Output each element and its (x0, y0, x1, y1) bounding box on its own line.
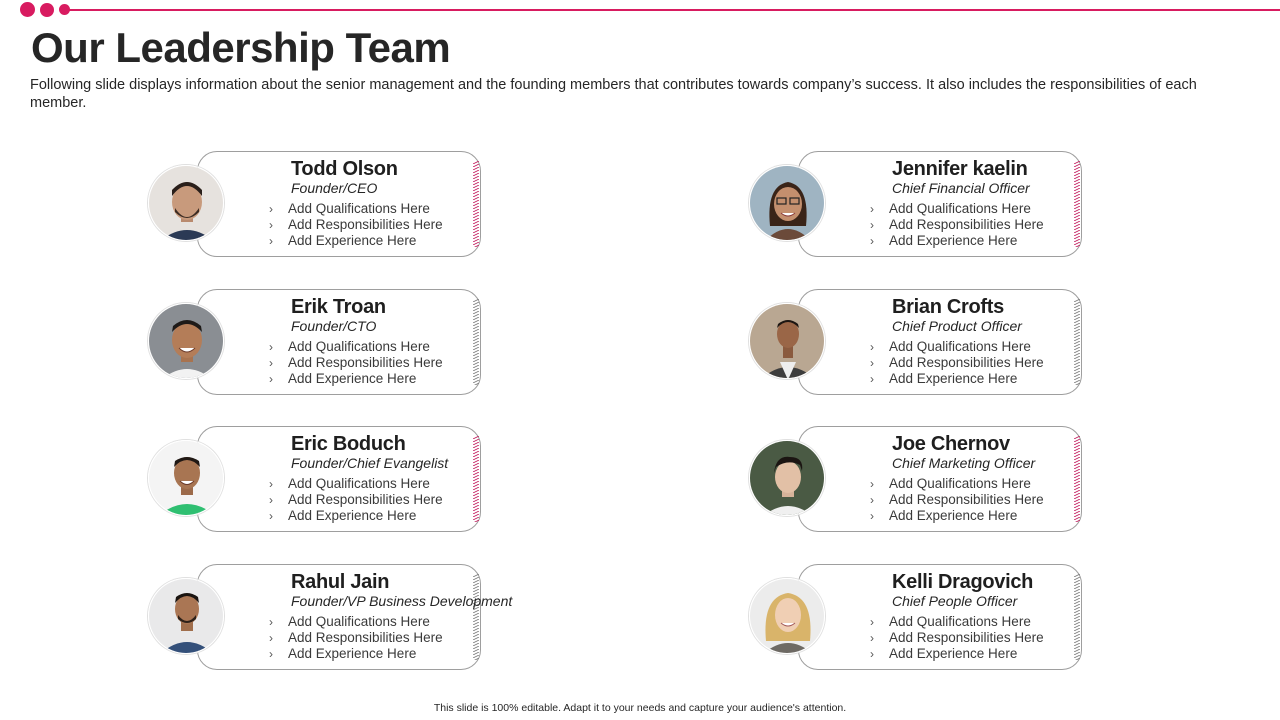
member-details (266, 339, 443, 387)
detail-text: Add Qualifications Here (288, 201, 430, 216)
detail-item (266, 476, 443, 492)
detail-item (867, 630, 1044, 646)
member-card (148, 426, 481, 532)
member-name: Joe Chernov (892, 433, 1010, 455)
member-details (266, 476, 443, 524)
member-name: Brian Crofts (892, 296, 1004, 318)
detail-item (867, 217, 1044, 233)
detail-item (266, 508, 443, 524)
chevron-right-icon: › (269, 202, 273, 216)
detail-item (266, 217, 443, 233)
page-title: Our Leadership Team (31, 24, 451, 71)
person-avatar-icon (749, 440, 825, 516)
chevron-right-icon: › (269, 234, 273, 248)
detail-item (867, 371, 1044, 387)
decor-dot (40, 3, 54, 17)
detail-item (266, 339, 443, 355)
detail-text: Add Experience Here (288, 508, 417, 523)
card-hatch-decor (473, 574, 479, 660)
detail-item (266, 355, 443, 371)
chevron-right-icon: › (870, 615, 874, 629)
detail-text: Add Experience Here (288, 371, 417, 386)
card-hatch-decor (1074, 161, 1080, 247)
member-card (749, 426, 1082, 532)
detail-item (867, 339, 1044, 355)
member-role: Chief People Officer (892, 593, 1018, 609)
detail-item (867, 476, 1044, 492)
person-avatar-icon (749, 303, 825, 379)
card-hatch-decor (1074, 299, 1080, 385)
member-card (148, 564, 513, 670)
member-card (148, 289, 481, 395)
detail-item (266, 371, 443, 387)
card-hatch-decor (1074, 436, 1080, 522)
member-name: Rahul Jain (291, 571, 390, 593)
member-role: Chief Marketing Officer (892, 455, 1036, 471)
member-name: Jennifer kaelin (892, 158, 1028, 180)
chevron-right-icon: › (870, 509, 874, 523)
detail-text: Add Qualifications Here (889, 614, 1031, 629)
detail-text: Add Experience Here (889, 646, 1018, 661)
detail-item (266, 646, 443, 662)
member-card (749, 289, 1082, 395)
chevron-right-icon: › (269, 218, 273, 232)
chevron-right-icon: › (269, 631, 273, 645)
detail-text: Add Experience Here (889, 371, 1018, 386)
footer-note: This slide is 100% editable. Adapt it to your needs and capture your audience's attention. (433, 702, 847, 714)
detail-item (867, 492, 1044, 508)
detail-text: Add Qualifications Here (288, 339, 430, 354)
detail-text: Add Qualifications Here (889, 476, 1031, 491)
card-hatch-decor (1074, 574, 1080, 660)
member-details (266, 614, 443, 662)
member-role: Founder/CTO (291, 318, 377, 334)
detail-text: Add Qualifications Here (889, 201, 1031, 216)
card-hatch-decor (473, 436, 479, 522)
member-name: Erik Troan (291, 296, 386, 318)
chevron-right-icon: › (870, 493, 874, 507)
chevron-right-icon: › (870, 340, 874, 354)
chevron-right-icon: › (269, 509, 273, 523)
detail-item (867, 614, 1044, 630)
detail-item (266, 492, 443, 508)
chevron-right-icon: › (269, 372, 273, 386)
page-description: Following slide displays information about the senior management and the founding members that contributes towards company’s success. It also includes the responsibilities of each member. (30, 77, 1197, 111)
member-card (749, 151, 1082, 257)
person-avatar-icon (148, 165, 224, 241)
chevron-right-icon: › (269, 477, 273, 491)
detail-item (867, 646, 1044, 662)
member-card (148, 151, 481, 257)
member-details (867, 201, 1044, 249)
detail-item (266, 630, 443, 646)
chevron-right-icon: › (269, 493, 273, 507)
detail-text: Add Responsibilities Here (288, 630, 443, 645)
detail-text: Add Experience Here (288, 233, 417, 248)
member-name: Kelli Dragovich (892, 571, 1034, 593)
header-rule (66, 9, 1280, 11)
detail-text: Add Qualifications Here (288, 476, 430, 491)
chevron-right-icon: › (269, 340, 273, 354)
chevron-right-icon: › (870, 218, 874, 232)
member-details (867, 614, 1044, 662)
detail-item (266, 201, 443, 217)
detail-text: Add Responsibilities Here (288, 492, 443, 507)
detail-item (266, 233, 443, 249)
person-avatar-icon (749, 578, 825, 654)
member-details (867, 476, 1044, 524)
detail-text: Add Experience Here (889, 508, 1018, 523)
detail-text: Add Responsibilities Here (288, 217, 443, 232)
member-role: Chief Financial Officer (892, 180, 1030, 196)
person-avatar-icon (148, 578, 224, 654)
detail-text: Add Qualifications Here (889, 339, 1031, 354)
member-role: Founder/VP Business Development (291, 593, 513, 609)
detail-text: Add Responsibilities Here (288, 355, 443, 370)
member-name: Eric Boduch (291, 433, 406, 455)
chevron-right-icon: › (269, 647, 273, 661)
chevron-right-icon: › (870, 631, 874, 645)
member-card (749, 564, 1082, 670)
detail-text: Add Qualifications Here (288, 614, 430, 629)
member-details (266, 201, 443, 249)
member-role: Founder/Chief Evangelist (291, 455, 449, 471)
detail-text: Add Experience Here (288, 646, 417, 661)
card-hatch-decor (473, 299, 479, 385)
chevron-right-icon: › (870, 234, 874, 248)
person-avatar-icon (148, 440, 224, 516)
member-details (867, 339, 1044, 387)
detail-item (266, 614, 443, 630)
detail-text: Add Responsibilities Here (889, 630, 1044, 645)
card-hatch-decor (473, 161, 479, 247)
detail-item (867, 233, 1044, 249)
person-avatar-icon (749, 165, 825, 241)
chevron-right-icon: › (870, 356, 874, 370)
chevron-right-icon: › (870, 647, 874, 661)
member-role: Founder/CEO (291, 180, 378, 196)
person-avatar-icon (148, 303, 224, 379)
detail-text: Add Responsibilities Here (889, 217, 1044, 232)
chevron-right-icon: › (870, 202, 874, 216)
detail-item (867, 201, 1044, 217)
detail-text: Add Experience Here (889, 233, 1018, 248)
detail-text: Add Responsibilities Here (889, 355, 1044, 370)
decor-dot (20, 2, 35, 17)
chevron-right-icon: › (269, 615, 273, 629)
chevron-right-icon: › (870, 477, 874, 491)
chevron-right-icon: › (870, 372, 874, 386)
detail-item (867, 508, 1044, 524)
member-name: Todd Olson (291, 158, 398, 180)
detail-text: Add Responsibilities Here (889, 492, 1044, 507)
detail-item (867, 355, 1044, 371)
chevron-right-icon: › (269, 356, 273, 370)
member-role: Chief Product Officer (892, 318, 1022, 334)
